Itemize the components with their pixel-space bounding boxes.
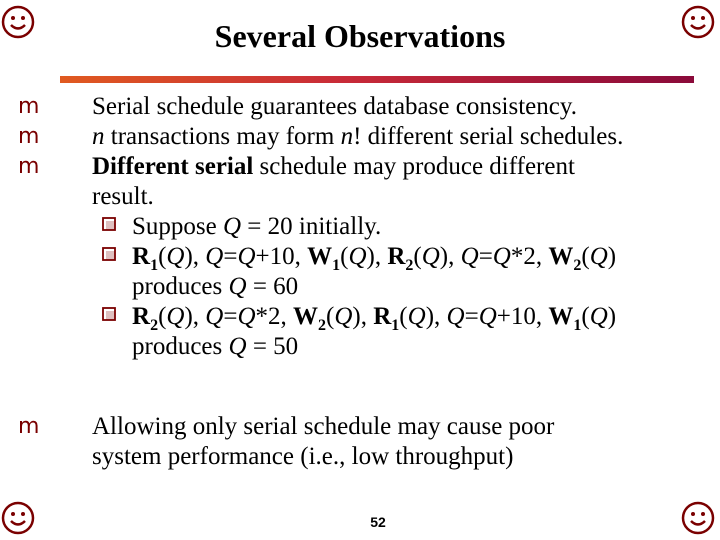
bullet-3-text: Different serial schedule may produce different [92, 153, 575, 180]
subbullet-1-text: Suppose Q = 20 initially. [132, 213, 382, 240]
subbullet-2-text: $R_1(Q)$, Q=Q+10, $W_1(Q)$, $R_2(Q)$, Q=Q*2, $W_2(Q)$ [132, 243, 617, 274]
bullet-icon: m [18, 124, 40, 149]
subbullet-2-continuation: produces Q = 60 [132, 273, 299, 300]
subbullet-3-text: $R_2(Q)$, Q=Q*2, $W_2(Q)$, $R_1(Q)$, Q=Q+10, $W_1(Q)$ [132, 303, 617, 334]
page-number: 52 [370, 514, 386, 530]
checkbox-bullet-icon [102, 213, 120, 231]
bullet-icon: m [18, 94, 40, 119]
bullet-icon: m [18, 414, 40, 439]
bullet-3-continuation: result. [92, 183, 154, 210]
bullet-2-text: n transactions may form n! different serial schedules. [92, 123, 624, 150]
checkbox-bullet-icon [102, 243, 120, 261]
bullet-4-continuation: system performance (i.e., low throughput) [92, 443, 514, 470]
bullet-icon: m [18, 154, 40, 179]
slide-title: Several Observations [214, 18, 506, 54]
bullet-1-text: Serial schedule guarantees database consistency. [92, 93, 577, 120]
checkbox-bullet-icon [102, 303, 120, 321]
title-accent-rule [60, 76, 694, 83]
bullet-4-text: Allowing only serial schedule may cause poor [92, 413, 555, 440]
smiley-face-icon [0, 500, 36, 536]
subbullet-3-continuation: produces Q = 50 [132, 333, 299, 360]
smiley-face-icon [680, 500, 716, 536]
